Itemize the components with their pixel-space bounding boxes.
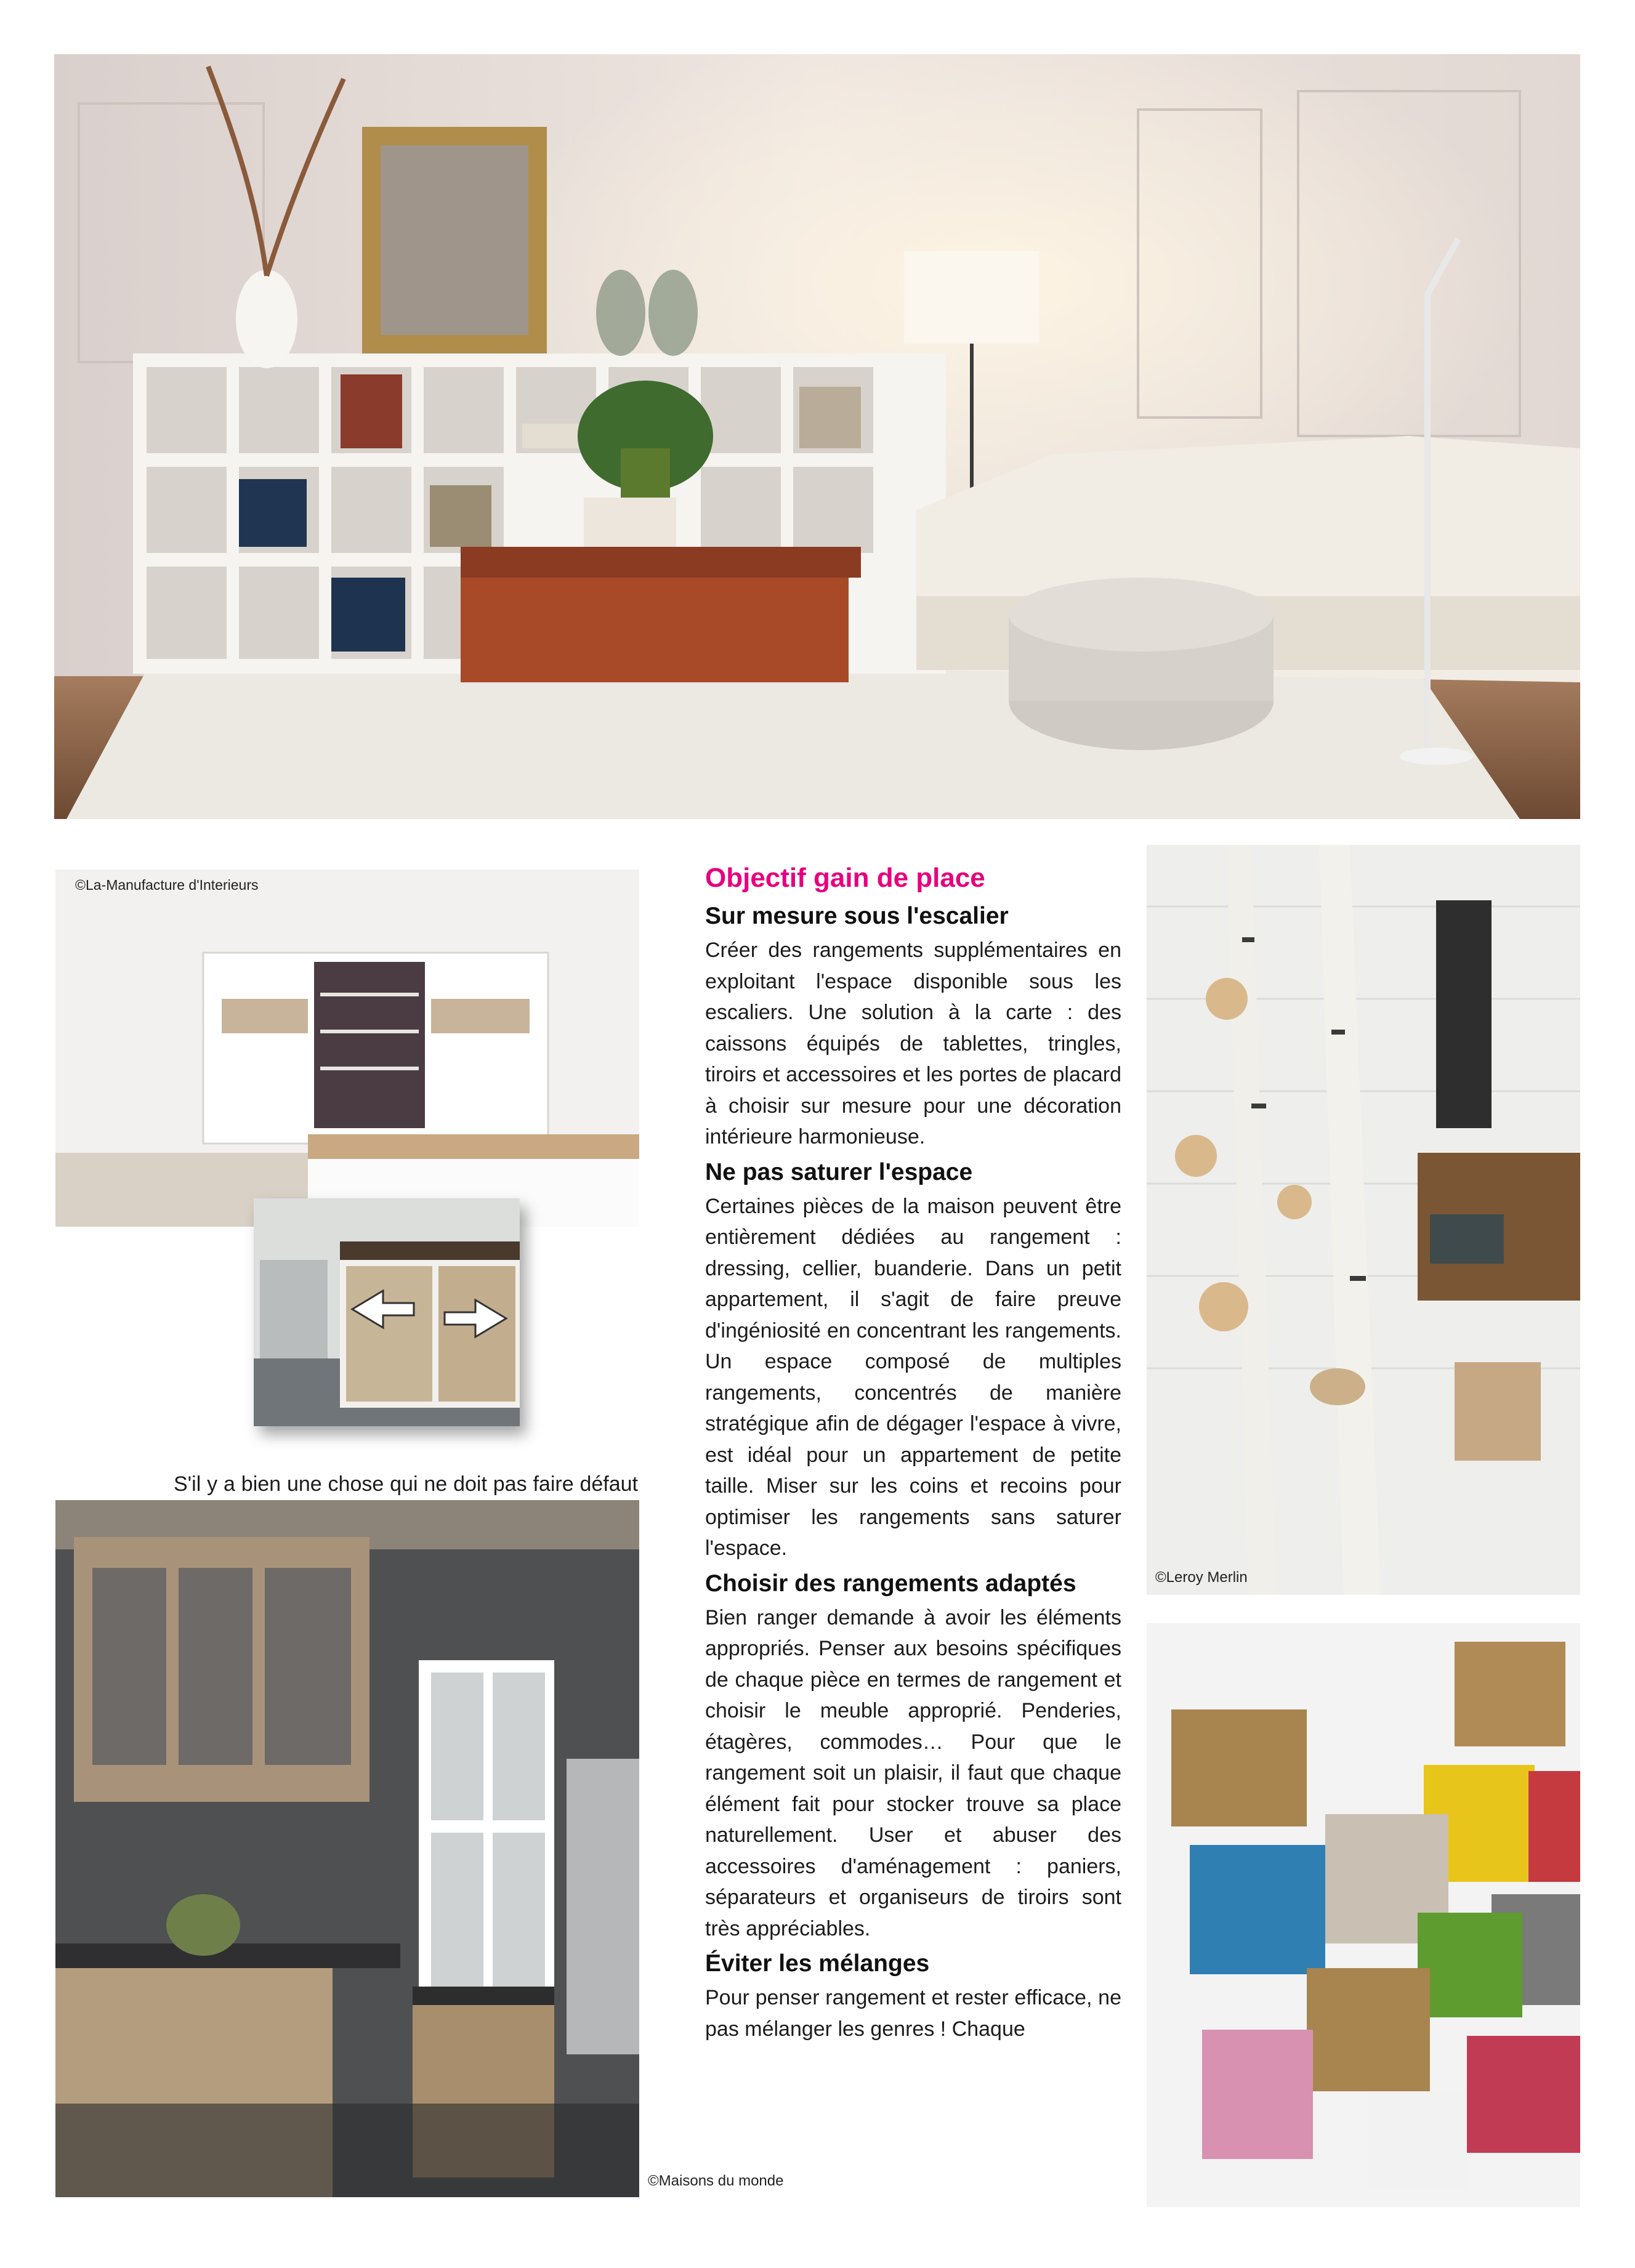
article-title: Objectif gain de place — [705, 863, 985, 893]
photo-credit-manufacture: ©La-Manufacture d'Interieurs — [75, 877, 259, 893]
section-body-melanges: Pour penser rangement et rester efficace, ne pas mélanger les genres ! Chaque — [705, 1986, 1121, 2041]
wall-baskets-photo — [1147, 1623, 1580, 2207]
section-heading-melanges: Éviter les mélanges — [705, 1950, 930, 1977]
section-heading-adaptes: Choisir des rangements adaptés — [705, 1570, 1076, 1597]
kitchen-cabinets-photo — [55, 870, 639, 1227]
section-body-adaptes: Bien ranger demande à avoir les éléments appropriés. Penser aux besoins spécifiques de chaque pièce en termes de rangement et choisir le meuble approprié. Penderies, étagères, commodes… Pour que le rangement soit un plaisir, il faut que chaque élément fait pour stocker trouve sa place naturellement. User et abuser des accessoires d'aménagement : paniers, séparateurs et organiseurs de tiroirs sont très appréciables. — [705, 1605, 1121, 1940]
article-column — [705, 861, 1121, 2048]
section-body-espace: Certaines pièces de la maison peuvent être entièrement dédiées au rangement : dressing, cellier, buanderie. Dans un petit appartement, il s'agit de faire preuve d'ingéniosité en concentrant les rangements. Un espace composé de multiples rangements, concentrés de manière stratégique afin de dégager l'espace à vivre, est idéal pour un appartement de petite taille. Miser sur les coins et recoins pour optimiser les rangements sans saturer l'espace. — [705, 1194, 1121, 1560]
birch-branch-storage-photo — [1147, 845, 1580, 1595]
sliding-door-inset-photo — [254, 1198, 520, 1426]
kitchen-caption: S'il y a bien une chose qui ne doit pas faire défaut — [174, 1472, 638, 1496]
section-heading-espace: Ne pas saturer l'espace — [705, 1158, 973, 1185]
section-body-escalier: Créer des rangements supplémentaires en exploitant l'espace disponible sous les escaliers. Une solution à la carte : des caissons équipés de tablettes, tringles, tiroirs et accessoires et les portes de placard à choisir sur mesure pour une décoration intérieure harmonieuse. — [705, 938, 1121, 1148]
photo-credit-leroy-merlin: ©Leroy Merlin — [1155, 1569, 1248, 1586]
living-room-photo — [54, 54, 1580, 819]
photo-credit-maisons-du-monde: ©Maisons du monde — [648, 2173, 784, 2189]
rustic-kitchen-photo — [55, 1500, 639, 2197]
section-heading-escalier: Sur mesure sous l'escalier — [705, 903, 1009, 929]
